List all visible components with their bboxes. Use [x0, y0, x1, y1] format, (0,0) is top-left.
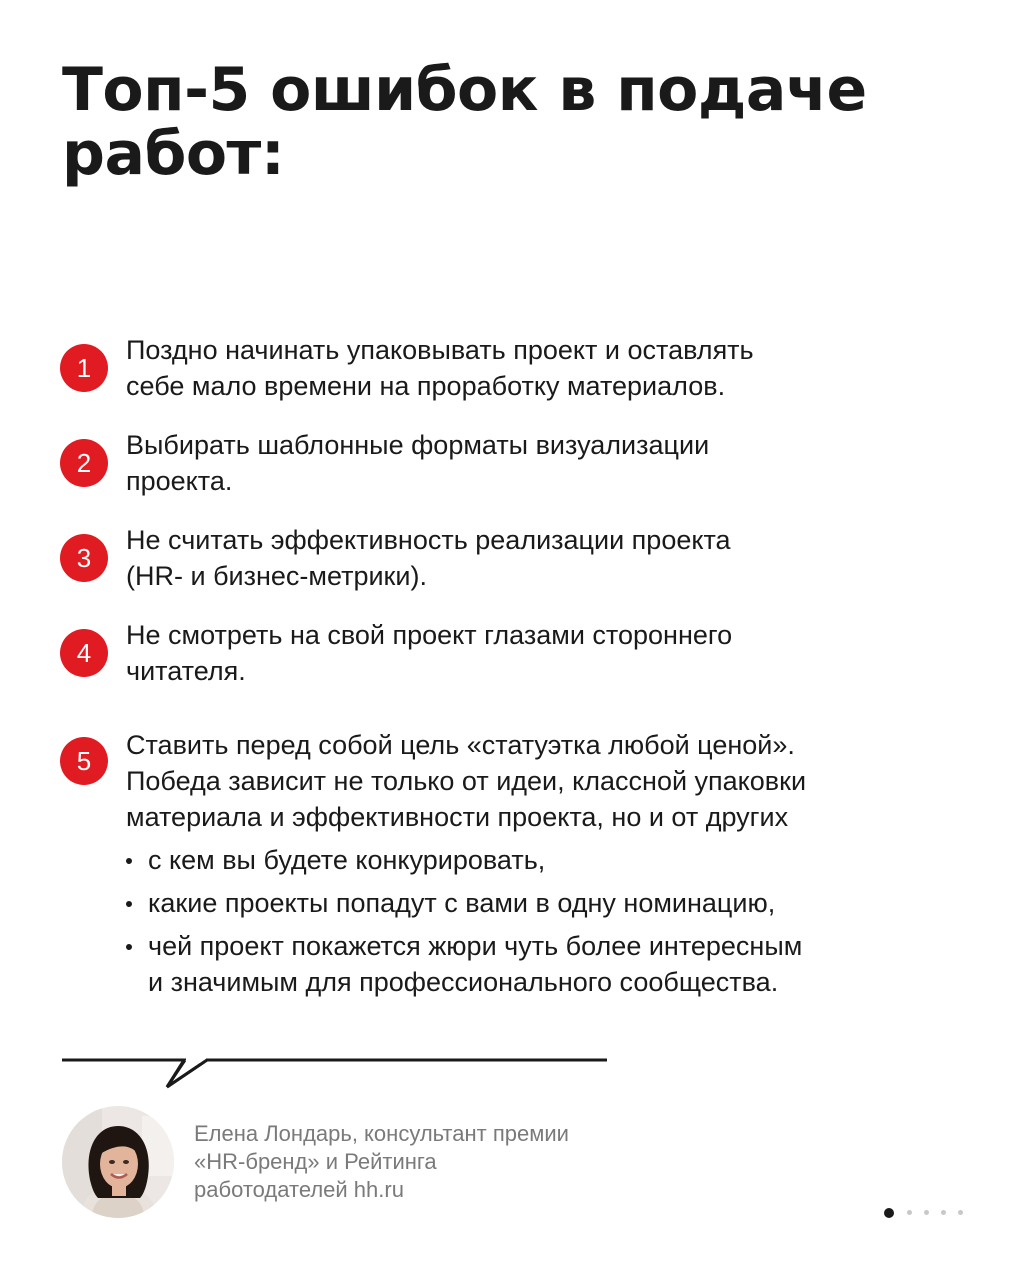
text-line: (HR- и бизнес-метрики). — [126, 561, 427, 591]
bullet-text — [148, 885, 884, 921]
bullet-text — [148, 928, 884, 1000]
page-title — [62, 55, 962, 189]
number-badge: 3 — [60, 534, 108, 582]
number-badge: 2 — [60, 439, 108, 487]
list-item — [124, 842, 884, 878]
number-badge: 1 — [60, 344, 108, 392]
mistake-text — [126, 522, 866, 594]
author-line: работодателей hh.ru — [194, 1177, 404, 1202]
title-line: работ: — [62, 119, 285, 189]
portrait-icon — [62, 1106, 174, 1218]
title-line: Топ-5 ошибок в подаче — [62, 55, 867, 125]
mistake-text — [126, 332, 866, 404]
number-badge: 4 — [60, 629, 108, 677]
pager-dot[interactable] — [941, 1210, 946, 1215]
text-line: и значимым для профессионального сообщества. — [148, 967, 779, 997]
pager-dot[interactable] — [924, 1210, 929, 1215]
pager-dot[interactable] — [958, 1210, 963, 1215]
speech-bubble-divider — [62, 1040, 607, 1090]
text-line: Не смотреть на свой проект глазами стороннего — [126, 620, 733, 650]
carousel-pager[interactable] — [882, 1206, 972, 1222]
text-line: какие проекты попадут с вами в одну номинацию, — [148, 888, 776, 918]
text-line: Победа зависит не только от идеи, классной упаковки — [126, 766, 807, 796]
text-line: с кем вы будете конкурировать, — [148, 845, 546, 875]
author-line: «HR-бренд» и Рейтинга — [194, 1149, 437, 1174]
bullet-icon — [126, 858, 132, 864]
author-line: Елена Лондарь, консультант премии — [194, 1121, 569, 1146]
bullet-icon — [126, 944, 132, 950]
text-line: читателя. — [126, 656, 246, 686]
mistake-text — [126, 727, 866, 835]
text-line: Ставить перед собой цель «статуэтка любой ценой». — [126, 730, 795, 760]
text-line: Поздно начинать упаковывать проект и оставлять — [126, 335, 754, 365]
text-line: чей проект покажется жюри чуть более интересным — [148, 931, 803, 961]
mistake-text — [126, 617, 866, 689]
bullet-text — [148, 842, 884, 878]
text-line: материала и эффективности проекта, но и от других — [126, 802, 789, 832]
pager-dot-active[interactable] — [884, 1208, 894, 1218]
author-avatar — [62, 1106, 174, 1218]
bullet-icon — [126, 901, 132, 907]
number-badge: 5 — [60, 737, 108, 785]
list-item — [124, 928, 884, 1000]
author-caption — [194, 1120, 654, 1204]
text-line: себе мало времени на проработку материалов. — [126, 371, 726, 401]
factors-list — [124, 842, 884, 1007]
text-line: Не считать эффективность реализации проекта — [126, 525, 731, 555]
mistake-text — [126, 427, 866, 499]
pager-dot[interactable] — [907, 1210, 912, 1215]
list-item — [124, 885, 884, 921]
text-line: Выбирать шаблонные форматы визуализации — [126, 430, 710, 460]
text-line: проекта. — [126, 466, 233, 496]
